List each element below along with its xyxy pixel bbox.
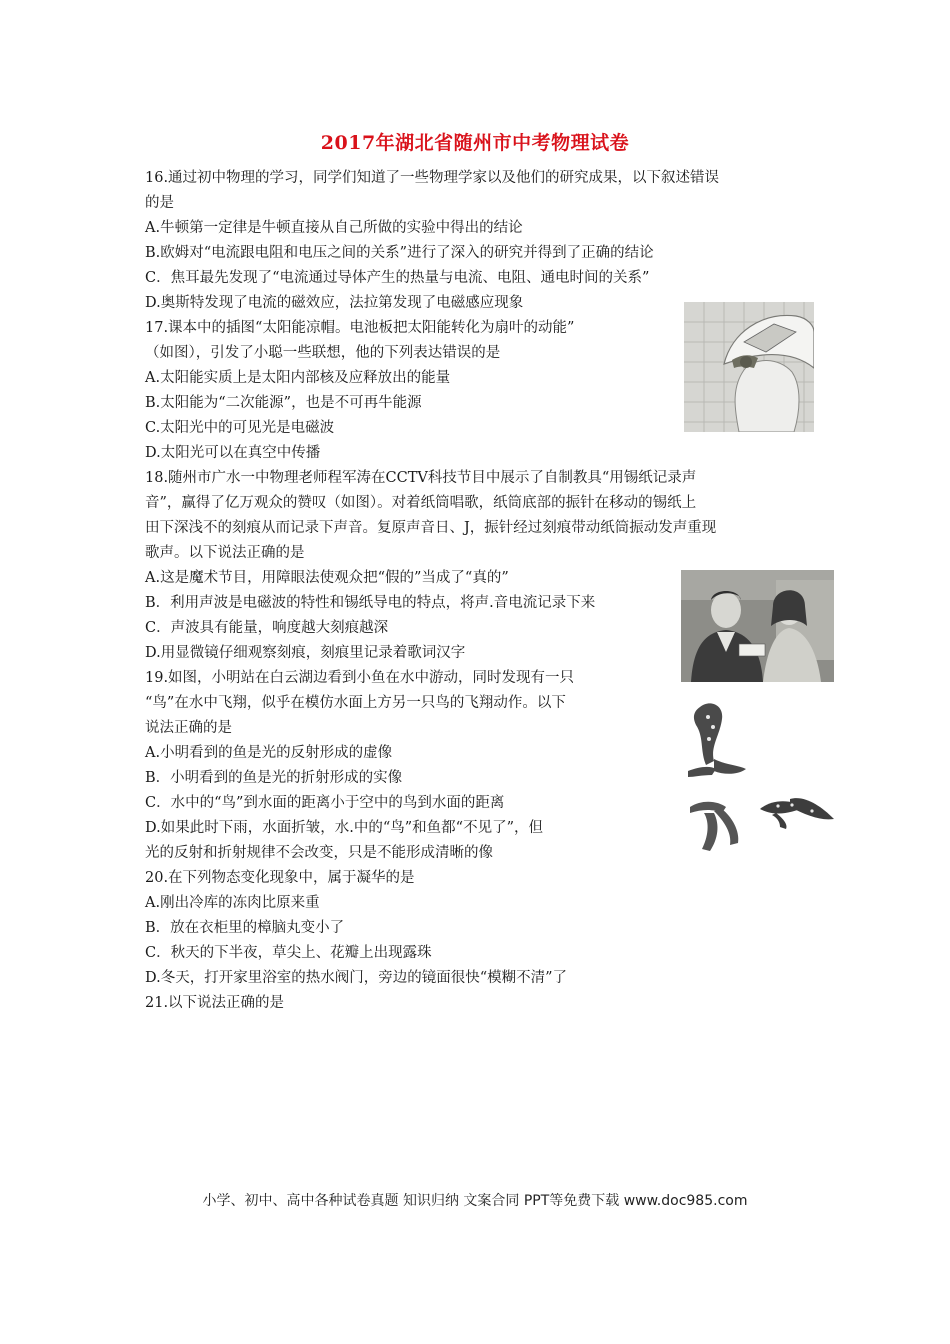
- question-19-stem: 19.如图，小明站在白云湖边看到小鱼在水中游动，同时发现有一只: [145, 670, 575, 686]
- question-16-stem-cont: 的是: [145, 195, 174, 211]
- tv-program-figure: [681, 570, 834, 682]
- question-19-stem-cont-1: “鸟”在水中飞翔，似乎在模仿水面上方另一只鸟的飞翔动作。以下: [145, 695, 566, 711]
- question-17-stem-cont: （如图），引发了小聪一些联想，他的下列表达错误的是: [145, 345, 501, 361]
- option-20c: C．秋天的下半夜，草尖上、花瓣上出现露珠: [145, 945, 432, 961]
- solar-cap-figure: [684, 302, 814, 432]
- question-19-stem-cont-2: 说法正确的是: [145, 720, 232, 736]
- option-16b: B.欧姆对“电流跟电阻和电压之间的关系”进行了深入的研究并得到了正确的结论: [145, 245, 654, 261]
- question-21-stem: 21.以下说法正确的是: [145, 995, 285, 1011]
- option-18d: D.用显微镜仔细观察刻痕，刻痕里记录着歌词汉字: [145, 645, 466, 661]
- option-19d: D.如果此时下雨，水面折皱，水.中的“鸟”和鱼都“不见了”，但: [145, 820, 543, 836]
- option-19a: A.小明看到的鱼是光的反射形成的虚像: [145, 745, 393, 761]
- question-17-stem: 17.课本中的插图“太阳能凉帽。电池板把太阳能转化为扇叶的动能”: [145, 320, 575, 336]
- option-20b: B．放在衣柜里的樟脑丸变小了: [145, 920, 345, 936]
- bird-fish-figure: [680, 695, 838, 857]
- option-16d: D.奥斯特发现了电流的磁效应，法拉第发现了电磁感应现象: [145, 295, 524, 311]
- option-17b: B.太阳能为“二次能源”，也是不可再牛能源: [145, 395, 422, 411]
- option-20d: D.冬天，打开家里浴室的热水阀门，旁边的镜面很快“模糊不清”了: [145, 970, 568, 986]
- option-19b: B．小明看到的鱼是光的折射形成的实像: [145, 770, 403, 786]
- option-17a: A.太阳能实质上是太阳内部核及应释放出的能量: [145, 370, 451, 386]
- question-18-stem-cont-1: 音”，赢得了亿万观众的赞叹（如图）。对着纸筒唱歌，纸筒底部的振针在移动的锡纸上: [145, 495, 697, 511]
- page-title: 2017年湖北省随州市中考物理试卷: [320, 132, 630, 154]
- option-16c: C．焦耳最先发现了“电流通过导体产生的热量与电流、电阻、通电时间的关系”: [145, 270, 650, 286]
- question-18-stem: 18.随州市广水一中物理老师程军涛在CCTV科技节目中展示了自制教具“用锡纸记录声: [145, 470, 697, 486]
- question-20-stem: 20.在下列物态变化现象中，属于凝华的是: [145, 870, 415, 886]
- option-19c: C．水中的“鸟”到水面的距离小于空中的鸟到水面的距离: [145, 795, 505, 811]
- question-18-stem-cont-3: 歌声。以下说法正确的是: [145, 545, 305, 561]
- option-18c: C．声波具有能量，响度越大刻痕越深: [145, 620, 389, 636]
- option-17d: D.太阳光可以在真空中传播: [145, 445, 321, 461]
- option-16a: A.牛顿第一定律是牛顿直接从自己所做的实验中得出的结论: [145, 220, 523, 236]
- option-20a: A.刚出冷库的冻肉比原来重: [145, 895, 320, 911]
- option-19d-cont: 光的反射和折射规律不会改变，只是不能形成清晰的像: [145, 845, 493, 861]
- question-16-stem: 16.通过初中物理的学习，同学们知道了一些物理学家以及他们的研究成果，以下叙述错误: [145, 170, 720, 186]
- option-18a: A.这是魔术节目，用障眼法使观众把“假的”当成了“真的”: [145, 570, 509, 586]
- question-18-stem-cont-2: 田下深浅不的刻痕从而记录下声音。复原声音日、J，振针经过刻痕带动纸筒振动发声重现: [145, 520, 717, 536]
- option-17c: C.太阳光中的可见光是电磁波: [145, 420, 335, 436]
- page-footer: 小学、初中、高中各种试卷真题 知识归纳 文案合同 PPT等免费下载 www.doc985.com: [202, 1193, 748, 1209]
- option-18b: B．利用声波是电磁波的特性和锡纸导电的特点，将声.音电流记录下来: [145, 595, 596, 611]
